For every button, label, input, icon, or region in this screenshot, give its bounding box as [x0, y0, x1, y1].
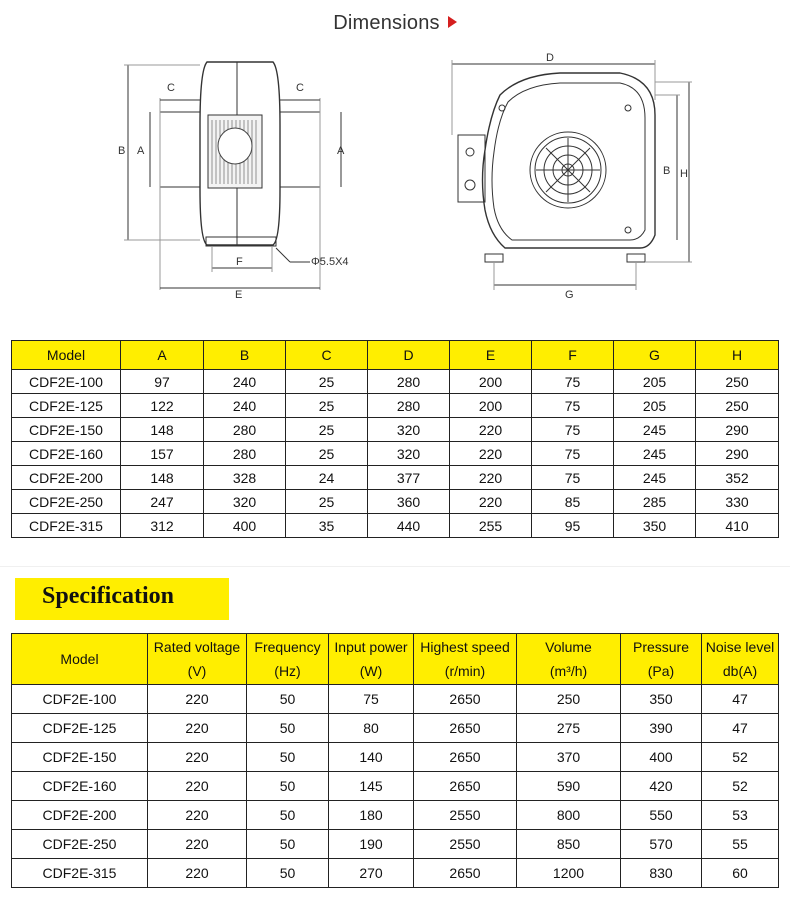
spec-header-cell — [329, 634, 414, 685]
spec-header-name: Pressure — [632, 639, 690, 655]
header-b: B — [204, 341, 286, 370]
spec-cell: 50 — [247, 772, 329, 801]
spec-header-name: Volume — [545, 639, 592, 655]
dimensions-heading-text: Dimensions — [333, 12, 440, 34]
spec-cell: 220 — [148, 859, 247, 888]
dimension-cell: 440 — [368, 514, 450, 538]
dim-label-f: F — [236, 256, 243, 268]
dimension-cell: 247 — [121, 490, 204, 514]
dimension-cell: 35 — [286, 514, 368, 538]
model-cell: CDF2E-200 — [12, 466, 121, 490]
spec-cell: 52 — [702, 743, 779, 772]
spec-cell: 50 — [247, 685, 329, 714]
dimension-cell: 377 — [368, 466, 450, 490]
dimension-cell: 75 — [532, 370, 614, 394]
dimension-cell: 24 — [286, 466, 368, 490]
model-cell: CDF2E-160 — [12, 772, 148, 801]
spec-header-unit: (m³/h) — [549, 663, 588, 679]
spec-cell: 800 — [517, 801, 621, 830]
dim-label-c-right: C — [296, 82, 304, 94]
spec-cell: 275 — [517, 714, 621, 743]
spec-cell: 370 — [517, 743, 621, 772]
table-row — [12, 830, 779, 859]
table-row — [12, 394, 779, 418]
spec-cell: 400 — [621, 743, 702, 772]
header-c: C — [286, 341, 368, 370]
spec-cell: 75 — [329, 685, 414, 714]
spec-header-unit: (W) — [359, 663, 383, 679]
dimension-cell: 25 — [286, 370, 368, 394]
header-a: A — [121, 341, 204, 370]
spec-cell: 2650 — [414, 772, 517, 801]
model-cell: CDF2E-160 — [12, 442, 121, 466]
spec-cell: 1200 — [517, 859, 621, 888]
spec-cell: 2650 — [414, 714, 517, 743]
spec-header-cell — [621, 634, 702, 685]
dimension-cell: 97 — [121, 370, 204, 394]
spec-cell: 53 — [702, 801, 779, 830]
spec-cell: 60 — [702, 859, 779, 888]
spec-cell: 350 — [621, 685, 702, 714]
dim-label-c-left: C — [167, 82, 175, 94]
dimension-drawing — [0, 40, 790, 310]
dimension-cell: 122 — [121, 394, 204, 418]
table-row — [12, 685, 779, 714]
spec-cell: 830 — [621, 859, 702, 888]
dimension-cell: 205 — [614, 370, 696, 394]
spec-cell: 2550 — [414, 830, 517, 859]
header-h: H — [696, 341, 779, 370]
dimension-cell: 328 — [204, 466, 286, 490]
dimension-cell: 75 — [532, 442, 614, 466]
dimensions-table — [11, 340, 779, 538]
spec-cell: 50 — [247, 743, 329, 772]
spec-header-cell — [517, 634, 621, 685]
dim-label-hole: Φ5.5X4 — [311, 256, 349, 268]
dimension-cell: 290 — [696, 442, 779, 466]
dimension-cell: 157 — [121, 442, 204, 466]
spec-header-cell — [702, 634, 779, 685]
dimension-cell: 25 — [286, 490, 368, 514]
dimension-cell: 330 — [696, 490, 779, 514]
dimension-cell: 200 — [450, 370, 532, 394]
model-cell: CDF2E-315 — [12, 859, 148, 888]
spec-cell: 220 — [148, 830, 247, 859]
model-cell: CDF2E-150 — [12, 418, 121, 442]
dimension-cell: 320 — [368, 418, 450, 442]
dimension-cell: 205 — [614, 394, 696, 418]
dimension-cell: 360 — [368, 490, 450, 514]
spec-cell: 80 — [329, 714, 414, 743]
table-row — [12, 743, 779, 772]
dimension-cell: 250 — [696, 370, 779, 394]
dimension-cell: 25 — [286, 442, 368, 466]
dim-label-d: D — [546, 52, 554, 64]
spec-header-name: Rated voltage — [153, 639, 241, 655]
spec-cell: 250 — [517, 685, 621, 714]
model-cell: CDF2E-200 — [12, 801, 148, 830]
spec-cell: 180 — [329, 801, 414, 830]
table-row — [12, 772, 779, 801]
dimension-cell: 280 — [368, 394, 450, 418]
front-view-drawing — [452, 60, 692, 290]
model-cell: CDF2E-150 — [12, 743, 148, 772]
table-row — [12, 466, 779, 490]
spec-cell: 550 — [621, 801, 702, 830]
section-divider — [0, 566, 790, 567]
dim-label-g: G — [565, 289, 574, 301]
dimension-cell: 350 — [614, 514, 696, 538]
model-cell: CDF2E-100 — [12, 370, 121, 394]
spec-cell: 50 — [247, 714, 329, 743]
dimension-cell: 75 — [532, 418, 614, 442]
dimensions-heading — [0, 12, 790, 35]
side-view-drawing — [124, 62, 341, 290]
header-d: D — [368, 341, 450, 370]
specification-table-body — [12, 685, 779, 888]
dimension-cell: 148 — [121, 466, 204, 490]
dimension-cell: 85 — [532, 490, 614, 514]
dimension-cell: 25 — [286, 394, 368, 418]
model-cell: CDF2E-250 — [12, 830, 148, 859]
spec-cell: 140 — [329, 743, 414, 772]
dimensions-table-body — [12, 370, 779, 538]
spec-cell: 390 — [621, 714, 702, 743]
spec-cell: 850 — [517, 830, 621, 859]
dimension-cell: 75 — [532, 466, 614, 490]
spec-cell: 47 — [702, 714, 779, 743]
spec-cell: 145 — [329, 772, 414, 801]
spec-cell: 55 — [702, 830, 779, 859]
table-row — [12, 490, 779, 514]
dimension-cell: 410 — [696, 514, 779, 538]
spec-cell: 590 — [517, 772, 621, 801]
table-row — [12, 801, 779, 830]
table-row — [12, 714, 779, 743]
spec-cell: 420 — [621, 772, 702, 801]
spec-header-unit: (r/min) — [444, 663, 486, 679]
dim-label-e: E — [235, 289, 243, 301]
dimension-cell: 255 — [450, 514, 532, 538]
spec-cell: 2550 — [414, 801, 517, 830]
model-cell: CDF2E-125 — [12, 394, 121, 418]
dimension-cell: 245 — [614, 418, 696, 442]
spec-header-cell — [148, 634, 247, 685]
spec-cell: 190 — [329, 830, 414, 859]
dimension-cell: 290 — [696, 418, 779, 442]
dimension-cell: 280 — [368, 370, 450, 394]
model-cell: CDF2E-125 — [12, 714, 148, 743]
dimension-cell: 25 — [286, 418, 368, 442]
spec-header-unit: (V) — [187, 663, 207, 679]
spec-cell: 220 — [148, 801, 247, 830]
spec-header-unit: db(A) — [722, 663, 758, 679]
spec-header-cell — [414, 634, 517, 685]
dimension-cell: 220 — [450, 442, 532, 466]
header-g: G — [614, 341, 696, 370]
spec-cell: 50 — [247, 859, 329, 888]
model-cell: CDF2E-100 — [12, 685, 148, 714]
spec-header-name: Input power — [334, 639, 408, 655]
table-row — [12, 859, 779, 888]
dimension-cell: 200 — [450, 394, 532, 418]
dim-label-a-left: A — [137, 145, 145, 157]
dimension-cell: 285 — [614, 490, 696, 514]
table-row — [12, 418, 779, 442]
dim-label-b-right: B — [663, 165, 671, 177]
specification-table — [11, 633, 779, 888]
spec-cell: 2650 — [414, 685, 517, 714]
dimension-cell: 320 — [204, 490, 286, 514]
table-row — [12, 442, 779, 466]
dimension-cell: 312 — [121, 514, 204, 538]
model-cell: CDF2E-315 — [12, 514, 121, 538]
spec-cell: 270 — [329, 859, 414, 888]
model-cell: CDF2E-250 — [12, 490, 121, 514]
spec-cell: 2650 — [414, 859, 517, 888]
dimension-cell: 240 — [204, 370, 286, 394]
spec-cell: 52 — [702, 772, 779, 801]
dimension-cell: 280 — [204, 418, 286, 442]
header-model: Model — [12, 341, 121, 370]
spec-cell: 50 — [247, 801, 329, 830]
dimension-cell: 220 — [450, 418, 532, 442]
dimension-cell: 220 — [450, 466, 532, 490]
dimension-cell: 220 — [450, 490, 532, 514]
dimension-cell: 148 — [121, 418, 204, 442]
spec-cell: 570 — [621, 830, 702, 859]
header-e: E — [450, 341, 532, 370]
dim-label-h: H — [680, 168, 688, 180]
dimension-cell: 240 — [204, 394, 286, 418]
spec-cell: 220 — [148, 714, 247, 743]
dimension-cell: 245 — [614, 442, 696, 466]
dimension-cell: 400 — [204, 514, 286, 538]
spec-cell: 220 — [148, 743, 247, 772]
dim-label-a-right: A — [337, 145, 345, 157]
table-row — [12, 370, 779, 394]
spec-header-name: Noise level — [705, 639, 775, 655]
dimension-cell: 250 — [696, 394, 779, 418]
spec-header-name: Frequency — [254, 639, 321, 655]
specification-heading: Specification — [42, 583, 174, 609]
header-f: F — [532, 341, 614, 370]
spec-cell: 220 — [148, 685, 247, 714]
fan-outline-drawings — [0, 40, 790, 310]
table-row — [12, 514, 779, 538]
spec-header-unit: (Hz) — [274, 663, 301, 679]
specification-header-row — [12, 634, 779, 685]
dimensions-header-row — [12, 341, 779, 370]
spec-cell: 220 — [148, 772, 247, 801]
spec-header-unit: (Pa) — [647, 663, 675, 679]
dimension-cell: 245 — [614, 466, 696, 490]
spec-header-model: Model — [12, 634, 148, 685]
spec-cell: 47 — [702, 685, 779, 714]
spec-cell: 2650 — [414, 743, 517, 772]
dimension-cell: 95 — [532, 514, 614, 538]
spec-cell: 50 — [247, 830, 329, 859]
dimension-cell: 320 — [368, 442, 450, 466]
spec-header-name: Highest speed — [420, 639, 510, 655]
dimension-cell: 352 — [696, 466, 779, 490]
dim-label-b-left: B — [118, 145, 126, 157]
dimension-cell: 75 — [532, 394, 614, 418]
spec-header-cell — [247, 634, 329, 685]
right-arrow-icon — [448, 16, 457, 28]
dimension-cell: 280 — [204, 442, 286, 466]
